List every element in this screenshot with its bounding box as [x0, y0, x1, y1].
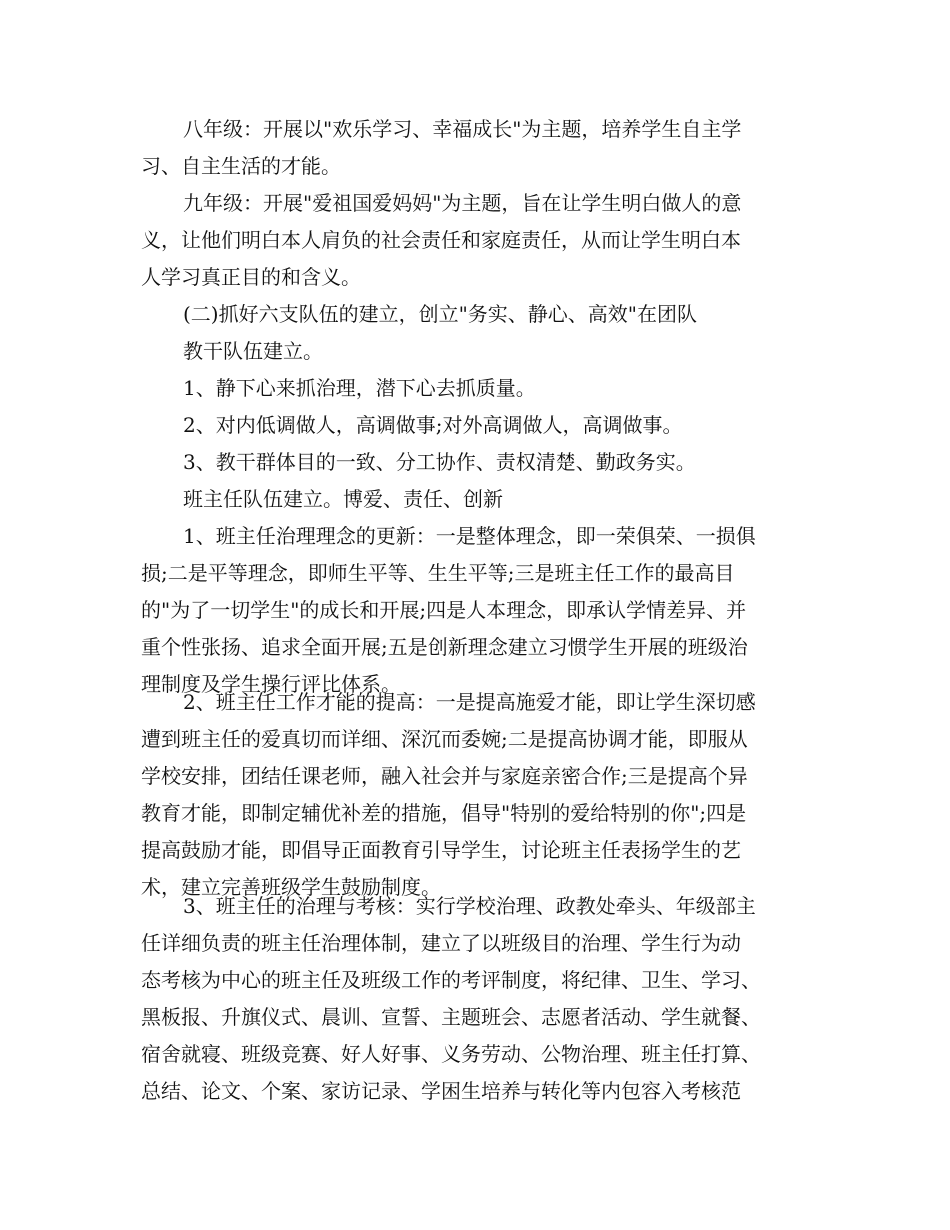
paragraph-grade8	[0, 111, 741, 185]
text-line: 任详细负责的班主任治理体制，建立了以班级目的治理、学生行为动	[141, 931, 741, 955]
text-line: 1、班主任治理理念的更新：一是整体理念，即一荣俱荣、一损俱	[183, 524, 756, 548]
text-line: 九年级：开展"爱祖国爱妈妈"为主题，旨在让学生明白做人的意	[183, 191, 742, 215]
paragraph-grade9	[0, 185, 741, 296]
text-line: 2、对内低调做人，高调做事;对外高调做人，高调做事。	[183, 413, 683, 437]
text-line: 习、自主生活的才能。	[141, 154, 341, 178]
text-line: 教育才能，即制定辅优补差的措施，倡导"特别的爱给特别的你";四是	[141, 801, 747, 825]
text-line: 态考核为中心的班主任及班级工作的考评制度，将纪律、卫生、学习、	[141, 968, 761, 992]
text-line: (二)抓好六支队伍的建立，创立"务实、静心、高效"在团队	[183, 302, 698, 326]
text-line: 1、静下心来抓治理，潜下心去抓质量。	[183, 376, 536, 400]
text-line: 黑板报、升旗仪式、晨训、宣誓、主题班会、志愿者活动、学生就餐、	[141, 1005, 761, 1029]
text-line: 重个性张扬、追求全面开展;五是创新理念建立习惯学生开展的班级治	[141, 635, 748, 659]
text-line: 3、教干群体目的一致、分工协作、责权清楚、勤政务实。	[183, 450, 696, 474]
subheading-cadre-team	[0, 333, 323, 370]
paragraph-cadre-item-2	[0, 407, 682, 444]
text-line: 术，建立完善班级学生鼓励制度。	[141, 875, 441, 899]
paragraph-headteacher-item-3	[0, 888, 761, 1110]
text-line: 总结、论文、个案、家访记录、学困生培养与转化等内包容入考核范	[141, 1079, 741, 1103]
text-line: 遭到班主任的爱真切而详细、深沉而委婉;二是提高协调才能，即服从	[141, 727, 748, 751]
paragraph-cadre-item-3	[0, 444, 696, 481]
text-line: 2、班主任工作才能的提高：一是提高施爱才能，即让学生深切感	[183, 690, 756, 714]
text-line: 人学习真正目的和含义。	[141, 265, 361, 289]
text-line: 学校安排，团结任课老师，融入社会并与家庭亲密合作;三是提高个异	[141, 764, 748, 788]
paragraph-cadre-item-1	[0, 370, 536, 407]
text-line: 八年级：开展以"欢乐学习、幸福成长"为主题，培养学生自主学	[183, 117, 742, 141]
paragraph-headteacher-item-1	[0, 518, 756, 703]
text-line: 义，让他们明白本人肩负的社会责任和家庭责任，从而让学生明白本	[141, 228, 741, 252]
text-line: 的"为了一切学生"的成长和开展;四是人本理念，即承认学情差异、并	[141, 598, 747, 622]
paragraph-headteacher-item-2	[0, 684, 756, 906]
text-line: 教干队伍建立。	[183, 339, 323, 363]
text-line: 提高鼓励才能，即倡导正面教育引导学生，讨论班主任表扬学生的艺	[141, 838, 741, 862]
text-line: 理制度及学生操行评比体系。	[141, 672, 401, 696]
text-line: 宿舍就寝、班级竞赛、好人好事、义务劳动、公物治理、班主任打算、	[141, 1042, 761, 1066]
text-line: 损;二是平等理念，即师生平等、生生平等;三是班主任工作的最高目	[141, 561, 735, 585]
text-line: 班主任队伍建立。博爱、责任、创新	[183, 487, 503, 511]
text-line: 3、班主任的治理与考核：实行学校治理、政教处牵头、年级部主	[183, 894, 756, 918]
subheading-headteacher-team	[0, 481, 503, 518]
section-heading-teams	[0, 296, 697, 333]
